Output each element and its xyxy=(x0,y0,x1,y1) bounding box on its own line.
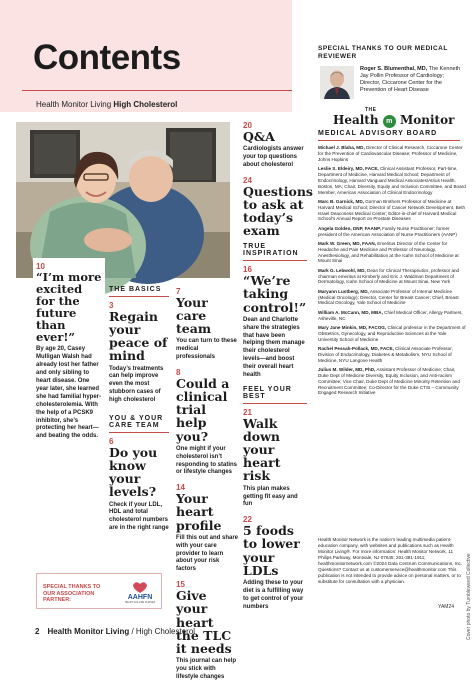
member-description: Associate Professor of Internal Medicine (Medical Oncology); Director, Center for Breast Cancer; Chief, Breast Medical Oncology, Yale School of Medicine xyxy=(318,288,459,306)
feature-page-number: 10 xyxy=(36,262,45,271)
toc-headline: Do you know your levels? xyxy=(109,445,158,500)
toc-page-number: 14 xyxy=(176,483,185,493)
board-member xyxy=(318,166,466,195)
logo-mark-icon: m xyxy=(383,115,396,128)
toc-description: Dean and Charlotte share the strategies that have been helping them manage their cholesterol levels—and boost their overall heart health xyxy=(243,316,305,379)
toc-item-16[interactable] xyxy=(243,265,307,380)
member-name: Maryann Lustberg, MD, xyxy=(318,288,369,294)
board-member xyxy=(318,226,466,238)
member-description: Clinical professor in the Department of Obstetrics, Gynecology, and Reproductive Sciences at the Yale University School of Medicine xyxy=(318,324,466,342)
reviewer-portrait-illustration xyxy=(320,66,354,99)
toc-item-8[interactable] xyxy=(176,368,238,477)
section-feel-your-best: FEEL YOUR BEST xyxy=(243,385,292,400)
contents-column-3 xyxy=(243,121,313,617)
board-member xyxy=(318,289,466,307)
aahfn-logo-subtext: HEART FAILURE NURSES xyxy=(124,601,156,604)
toc-headline: Your care team xyxy=(176,295,212,337)
section-the-basics: THE BASICS xyxy=(109,286,162,293)
toc-item-6[interactable] xyxy=(109,437,169,533)
toc-page-number: 6 xyxy=(109,437,114,447)
member-name: Marc B. Garnick, MD, xyxy=(318,198,364,204)
section-divider xyxy=(109,296,169,297)
publisher-legal-notice: Health Monitor Network is the nation’s leading multimedia patient-education company, with websites and publications such as Health Monitor Living®. For more information: Health Monitor Network, 11 Philips Parkway, Montvale, NJ 07645; 201-391-1911; healthmonitornetwork.com ©2024 Data Centrum Communications, Inc. Questions? Contact us at customerservice@healthmonitor.com This publication is not intended to provide advice on personal matters, or to substitute for consultation with a physician. xyxy=(318,537,463,584)
member-description: Clinical Associate Professor, Division of Endocrinology, Diabetes & Metabolism, NYU School of Medicine, NYU Langone Health xyxy=(318,345,453,363)
logo-word-monitor: Monitor xyxy=(399,113,455,127)
member-description: Dean for Clinical Therapeutics, professor and chairman emeritus at Kimberly and Eric J. Waldman Department of Dermatology, Icahn School of Medicine at Mount Sinai, New York xyxy=(318,267,460,285)
section-you-and-your-care-team: YOU & YOUR CARE TEAM xyxy=(109,415,164,430)
toc-item-14[interactable] xyxy=(176,483,238,574)
board-member xyxy=(318,241,466,265)
toc-page-number: 22 xyxy=(243,515,252,525)
toc-item-7[interactable] xyxy=(176,287,238,362)
toc-headline: Walk down your heart risk xyxy=(243,415,281,484)
toc-page-number: 15 xyxy=(176,580,185,590)
toc-page-number: 3 xyxy=(109,301,114,310)
board-member xyxy=(318,346,466,364)
member-name: Leslie S. Eldeiry, MD, FACE, xyxy=(318,166,379,172)
toc-description: You can turn to these medical professionals xyxy=(176,338,237,361)
member-name: Mark G. Lebwohl, MD, xyxy=(318,267,366,273)
health-monitor-logo xyxy=(333,113,454,128)
board-member xyxy=(318,310,466,322)
aahfn-logo xyxy=(121,579,159,604)
reviewer-name: Roger S. Blumenthal, MD, xyxy=(360,66,428,72)
section-divider xyxy=(243,260,307,261)
advisory-board-title: MEDICAL ADVISORY BOARD xyxy=(318,130,438,137)
toc-page-number: 24 xyxy=(243,175,252,185)
toc-page-number: 21 xyxy=(243,407,252,417)
toc-description: Check if your LDL, HDL and total cholesterol numbers are in the right range xyxy=(109,501,169,532)
member-name: Mark W. Green, MD, FAAN, xyxy=(318,240,376,246)
toc-description: Adding these to your diet is a fulfilling way to get control of your numbers xyxy=(243,579,304,610)
reviewer-description: The Kenneth Jay Pollin Professor of Cardiology; Director, Ciccarone Center for the Prevention of Heart Disease xyxy=(360,66,461,93)
toc-page-number: 16 xyxy=(243,265,252,275)
cover-photo-credit: Cover photo by Tumbleweed Collective xyxy=(466,553,472,640)
feature-headline: “I’m more excited for the future than ever!” xyxy=(36,270,102,345)
toc-item-22[interactable] xyxy=(243,515,307,611)
toc-headline: Could a clinical trial help you? xyxy=(176,376,230,444)
contents-column-1 xyxy=(109,286,169,539)
toc-description: Fill this out and share with your care provider to learn about your risk factors xyxy=(176,534,239,573)
title-divider xyxy=(22,90,292,91)
reviewer-portrait xyxy=(320,66,354,99)
footer-topic: / High Cholesterol xyxy=(129,627,196,636)
section-divider xyxy=(109,432,169,433)
feature-body: By age 20, Casey Mulligan Walsh had already lost her father and only sibling to heart disease. One year later, she learned she had familial hyper-cholesterolemia. With the help of a PCSK9 inhibitor, she’s protecting her heart—and beating the odds. xyxy=(36,346,102,440)
toc-page-number: 7 xyxy=(176,287,181,296)
issue-code: YAM24 xyxy=(438,604,455,610)
footer-brand: Health Monitor Living xyxy=(47,627,130,636)
member-description: Assistant Professor of Medicine; Chair, Duke Dept of Medicine Diversity, Equity Inclusion, and Anti-racism Committee; Vice Chair, Duke Dept of Medicine Minority Retention and Recruitment Committee; Co-Director for the Duke CTSI – Community Engaged Research Initiative xyxy=(318,366,460,396)
toc-page-number: 8 xyxy=(176,368,181,378)
aahfn-logo-text: AAHFN xyxy=(127,594,153,601)
toc-item-24[interactable] xyxy=(243,175,313,239)
toc-item-3[interactable] xyxy=(109,301,169,405)
subheader-brand: Health Monitor Living xyxy=(36,100,114,109)
toc-page-number: 20 xyxy=(243,121,252,130)
member-description: Clinical Assistant Professor, Part-time, Department of Medicine, Harvard Medical School; Department of Endocrinology, Harvard Vanguard Medical Associates/Atrius Health, Boston, MA; Chair, Diversity, Equity and Inclusion Committee, and Board Member, American Association of Clinical Endocrinology xyxy=(318,166,466,195)
member-name: Angela Golden, DNP, FAANP, xyxy=(318,225,381,231)
member-description: Family Nurse Practitioner; former president of the American Association of Nurse Practitioners (AANP) xyxy=(318,225,457,237)
toc-description: This plan makes getting fit easy and fun xyxy=(243,485,298,508)
section-true-inspiration: TRUE INSPIRATION xyxy=(243,243,299,258)
member-name: Rachel Pessah-Pollack, MD, FACE, xyxy=(318,345,394,351)
board-member xyxy=(318,325,466,343)
board-member xyxy=(318,199,466,223)
toc-description: Cardiologists answer your top questions about cholesterol xyxy=(243,146,304,168)
toc-description: This journal can help you stick with lifestyle changes xyxy=(176,657,237,680)
partner-label: SPECIAL THANKS TO OUR ASSOCIATION PARTNER: xyxy=(43,584,101,604)
board-member xyxy=(318,268,466,286)
association-partner-box xyxy=(36,573,162,609)
member-description: Gorman Brothers Professor of Medicine at Harvard Medical School; Director of Cancer Network Development, Beth Israel Deaconess Medical Center; Editor-in-chief of Harvard Medical School’s Annual Report on Prostate Diseases xyxy=(318,198,466,222)
member-name: Mary Jane Minkin, MD, FACOG, xyxy=(318,324,387,330)
page-footer xyxy=(35,627,195,636)
toc-item-21[interactable] xyxy=(243,408,307,509)
member-name: Michael J. Blaha, MD, xyxy=(318,145,365,150)
member-name: William A. McCann, MD, MBA, xyxy=(318,309,383,315)
toc-item-20[interactable] xyxy=(243,121,307,170)
logo-the: THE xyxy=(365,107,377,113)
toc-description: Today’s treatments can help improve even the most stubborn cases of high cholesterol xyxy=(109,365,164,404)
toc-headline: Questions to ask at today’s exam xyxy=(243,183,313,239)
cover-couple-photo xyxy=(16,122,230,278)
toc-headline: “We’re taking control!” xyxy=(243,273,307,315)
board-divider xyxy=(318,140,460,141)
toc-headline: Give your heart the TLC it needs xyxy=(176,588,232,656)
subheader-topic: High Cholesterol xyxy=(113,100,178,109)
footer-page-number: 2 xyxy=(35,627,40,636)
toc-headline: 5 foods to lower your LDLs xyxy=(243,523,300,578)
member-description: Emeritus Director of the Center for Headache and Pain Medicine and Professor of Neurology, Anesthesiology, and Rehabilitation at the Icahn School of Medicine at Mount Sinai xyxy=(318,240,459,264)
reviewer-credit xyxy=(360,66,466,94)
couple-illustration xyxy=(16,122,230,278)
issue-subheader xyxy=(36,100,177,109)
member-name: Julius M. Wilder, MD, PhD, xyxy=(318,366,376,372)
member-description: Director of Clinical Research, Ciccarone Center for the Prevention of Cardiovascular Disease; Professor of Medicine, Johns Hopkins xyxy=(318,145,463,162)
advisory-board-list xyxy=(318,145,466,400)
page-title: Contents xyxy=(33,38,181,77)
toc-headline: Your heart profile xyxy=(176,491,222,533)
board-member xyxy=(318,367,466,396)
logo-word-health: Health xyxy=(333,113,379,127)
section-divider xyxy=(243,403,307,404)
board-member xyxy=(318,145,466,163)
feature-story[interactable] xyxy=(33,258,105,458)
toc-headline: Regain your peace of mind xyxy=(109,309,168,364)
toc-description: One might if your cholesterol isn’t responding to statins or lifestyle changes xyxy=(176,445,238,476)
toc-headline: Q&A xyxy=(243,129,275,144)
reviewer-heading: SPECIAL THANKS TO OUR MEDICAL REVIEWER xyxy=(318,45,448,61)
member-description: Chief Medical Officer, Allergy Partners, Asheville, NC xyxy=(318,309,463,321)
